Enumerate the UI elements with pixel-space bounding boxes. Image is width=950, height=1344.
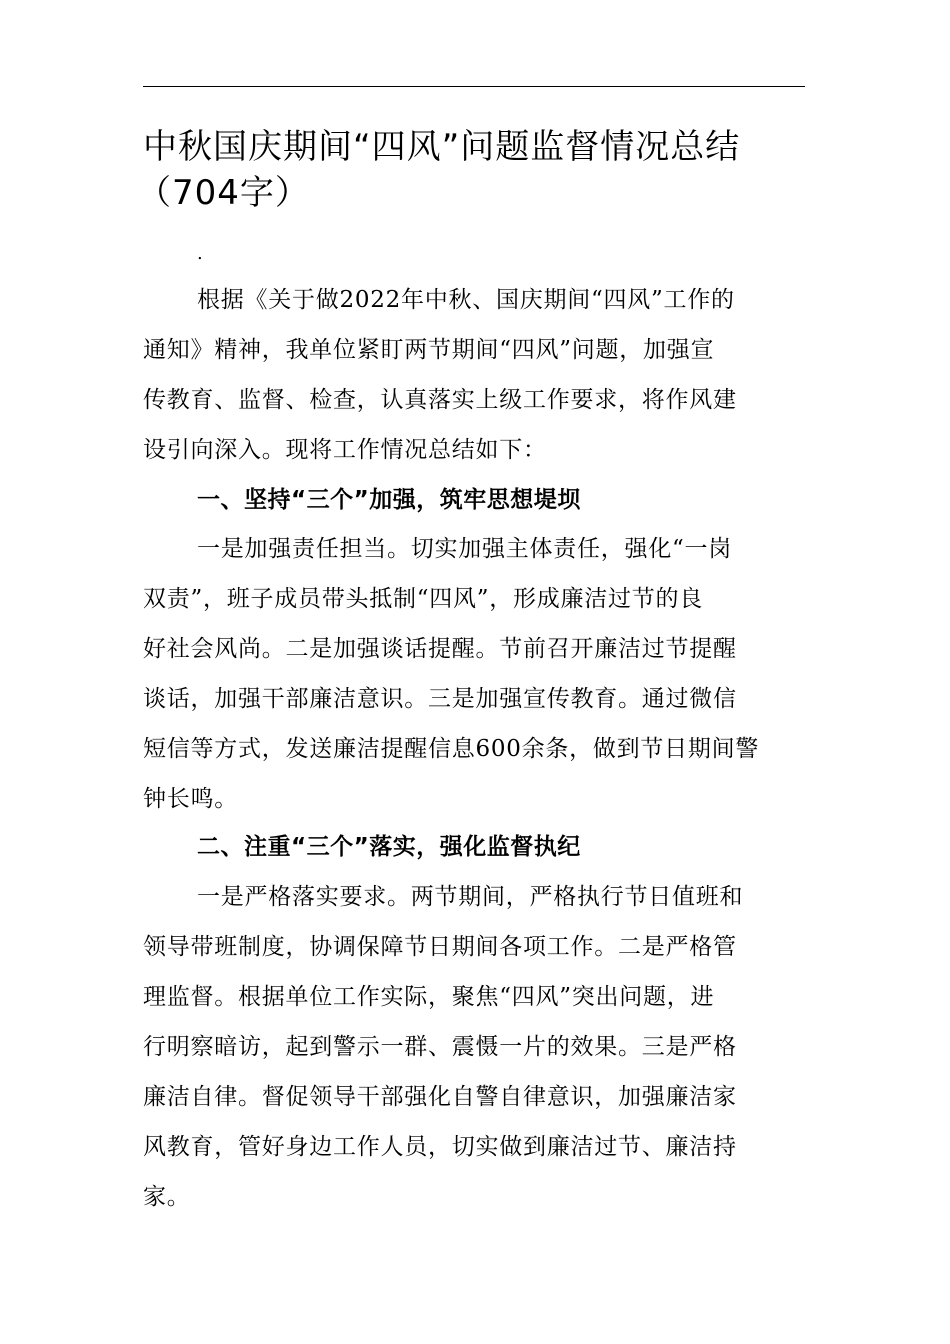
top-rule bbox=[143, 86, 805, 87]
section-2-heading: 二、注重“三个”落实，强化监督执纪 bbox=[197, 834, 581, 860]
section-1-paragraph: 一是加强责任担当。切实加强主体责任，强化“一岗 双责”，班子成员带头抵制“四风”，形成廉洁过节的良 好社会风尚。二是加强谈话提醒。节前召开廉洁过节提醒 谈话，加强干部廉洁意识。三是加强宣传教育。通过微信 短信等方式，发送廉洁提醒信息600余条，做到节日期间警 钟长鸣。 bbox=[143, 536, 760, 812]
title-line-1: 中秋国庆期间“四风”问题监督情况总结 bbox=[143, 127, 741, 167]
intro-paragraph: 根据《关于做2022年中秋、国庆期间“四风”工作的 通知》精神，我单位紧盯两节期间“四风”问题，加强宣 传教育、监督、检查，认真落实上级工作要求，将作风建 设引向深入。现将工作情况总结如下： bbox=[143, 287, 737, 463]
title-line-2: （704字） bbox=[137, 173, 310, 213]
section-2-paragraph: 一是严格落实要求。两节期间，严格执行节日值班和 领导带班制度，协调保障节日期间各项工作。二是严格管 理监督。根据单位工作实际，聚焦“四风”突出问题，进 行明察暗访，起到警示一群、震慑一片的效果。三是严格 廉洁自律。督促领导干部强化自警自律意识，加强廉洁家 风教育，管好身边工作人员，切实做到廉洁过节、廉洁持 家。 bbox=[143, 884, 744, 1210]
document-title bbox=[137, 124, 813, 216]
section-1-heading: 一、坚持“三个”加强，筑牢思想堤坝 bbox=[197, 487, 581, 513]
stray-dot: . bbox=[197, 243, 203, 264]
